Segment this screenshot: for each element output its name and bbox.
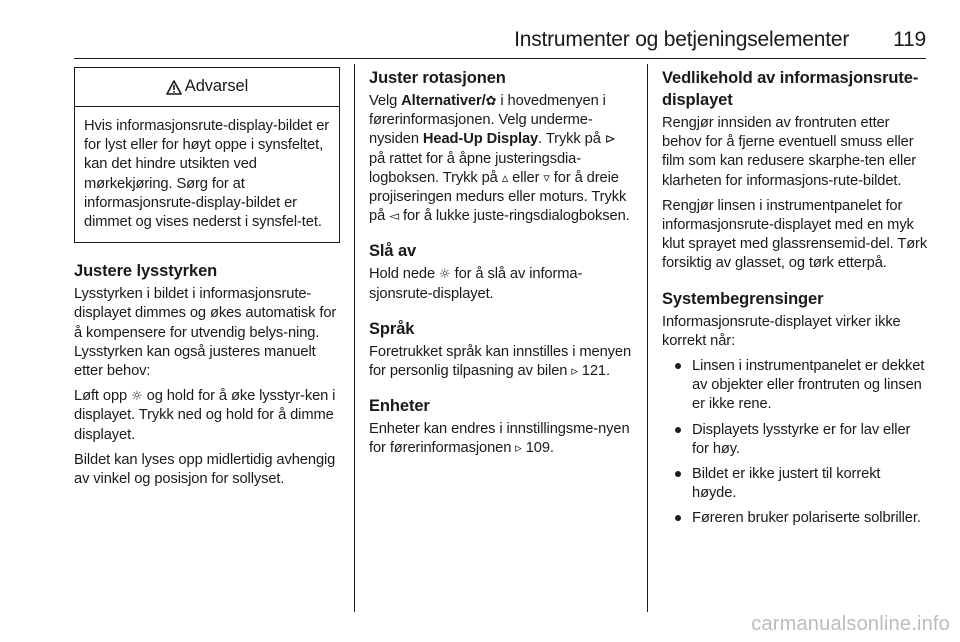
warning-triangle-icon (166, 80, 182, 95)
section-heading-limits: Systembegrensinger (662, 289, 824, 308)
section-heading-off: Slå av (369, 242, 417, 261)
page-number: 119 (893, 28, 926, 51)
brightness-icon: ☼ (439, 267, 451, 283)
maintenance-paragraph-2: Rengjør linsen i instrumentpanelet for informasjonsrute-displayet med en myk klut sprayet med glassrensemid-del. Tørk forsiktig av glasset, og tørk etterpå. (662, 197, 928, 272)
language-paragraph: Foretrukket språk kan innstilles i menyen for personlig tilpasning av bilen ▹ 121. (369, 343, 632, 380)
list-item: Bildet er ikke justert til korrekt høyde. (662, 465, 928, 503)
section-heading-brightness: Justere lysstyrken (74, 262, 218, 281)
off-paragraph: Hold nede ☼ for å slå av informa-sjonsrute-displayet. (369, 266, 583, 302)
page-reference-icon: ▹ (515, 441, 522, 457)
section-heading-units: Enheter (369, 397, 430, 416)
watermark: carmanualsonline.info (751, 613, 950, 635)
down-arrow-icon: ▿ (543, 170, 550, 186)
brightness-paragraph-1: Lysstyrken i bildet i informasjonsrute-displayet dimmes og økes automatisk for å kompensere for utvendig belys-ning. Lysstyrken kan også justeres manuelt etter behov: (74, 286, 337, 380)
warning-title: Advarsel (184, 77, 249, 96)
units-paragraph: Enheter kan endres i innstillingsme-nyen for førerinformasjonen ▹ 109. (369, 421, 630, 457)
column-divider (354, 64, 355, 612)
section-heading-language: Språk (369, 319, 415, 338)
page-header (74, 28, 926, 52)
section-heading-rotation: Juster rotasjonen (369, 69, 506, 87)
limits-intro: Informasjonsrute-displayet virker ikke korrekt når: (662, 313, 901, 349)
play-right-icon: ⊳ (604, 132, 616, 148)
column-left (74, 67, 340, 489)
brightness-paragraph-2: Løft opp ☼ og hold for å øke lysstyr-ken i displayet. Trykk ned og hold for å dimme displayet. (74, 388, 336, 443)
column-divider (647, 64, 648, 612)
warning-box (74, 67, 340, 243)
maintenance-paragraph-1: Rengjør innsiden av frontruten etter behov for å fjerne eventuell smuss eller film som kan redusere skarphe-ten eller klarheten for informasjons-rute-bildet. (662, 115, 917, 189)
page-reference-icon: ▹ (571, 364, 578, 380)
brightness-icon: ☼ (131, 389, 143, 405)
list-item: Displayets lysstyrke er for lav eller for høy. (662, 421, 928, 459)
up-arrow-icon: ▵ (501, 170, 509, 186)
brightness-paragraph-3: Bildet kan lyses opp midlertidig avhengig av vinkel og posisjon for sollyset. (74, 451, 336, 488)
section-heading-maintenance: Vedlikehold av informasjonsrute-displayet (662, 69, 919, 109)
rotation-paragraph: Velg Alternativer/✿ i hovedmenyen i førerinformasjonen. Velg underme-nysiden Head-Up Display. Trykk på ⊳ på rattet for å åpne justeringsdia-logboksen. Trykk på ▵ eller ▿ for å dreie projiseringen medurs eller moturs. Trykk på ◅ for å lukke juste-ringsdialogboksen. (369, 93, 630, 225)
back-arrow-icon: ◅ (389, 209, 400, 225)
list-item: Føreren bruker polariserte solbriller. (662, 509, 928, 528)
column-middle (369, 67, 633, 459)
gear-icon: ✿ (485, 94, 497, 109)
page-title: Instrumenter og betjeningselementer (514, 28, 850, 51)
list-item: Linsen i instrumentpanelet er dekket av objekter eller frontruten og linsen er ikke rene. (662, 357, 928, 415)
warning-header (75, 68, 339, 107)
limits-list (662, 357, 928, 529)
column-right (662, 67, 928, 535)
warning-text: Hvis informasjonsrute-display-bildet er for lyst eller for høyt oppe i synsfeltet, kan det hindre utsikten ved mørkekjøring. Sørg for at informasjonsrute-display-bildet er dimmet og vises nederst i synsfel-tet. (84, 118, 330, 231)
header-rule (74, 58, 926, 59)
